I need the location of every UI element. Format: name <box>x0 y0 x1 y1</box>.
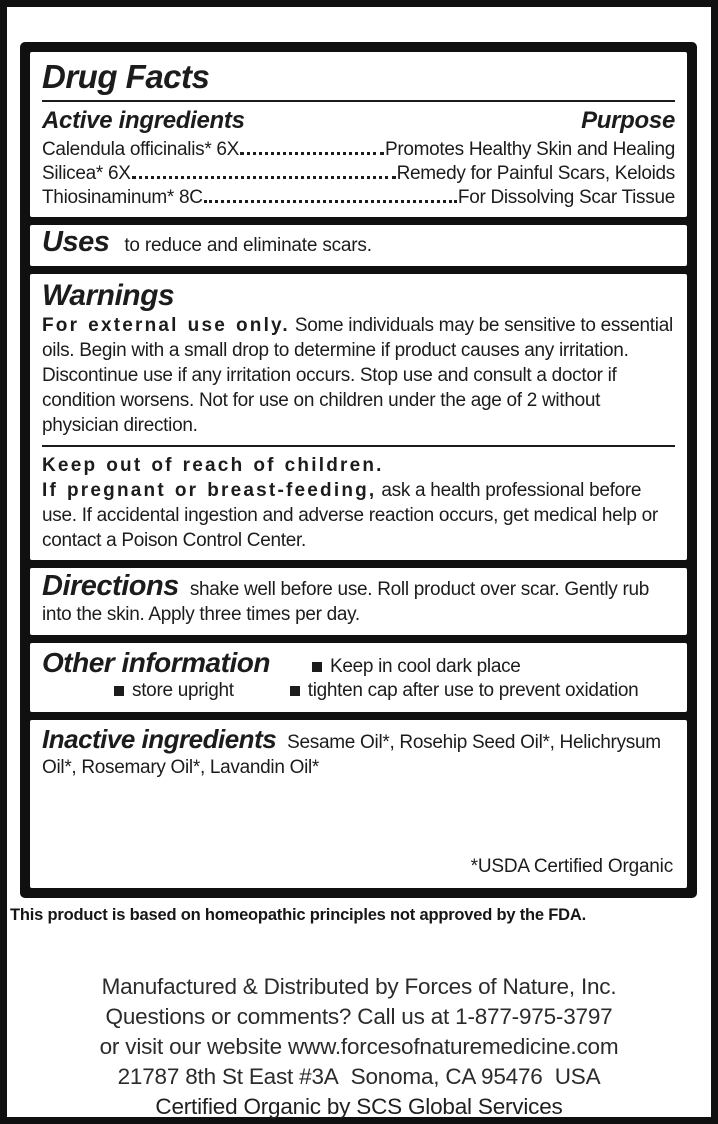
inactive-ingredients-text: Sesame Oil*, Rosehip Seed Oil*, Helichrysum Oil*, Rosemary Oil*, Lavandin Oil* <box>42 732 661 779</box>
phone-line: Questions or comments? Call us at 1-877-975-3797 <box>105 1004 613 1029</box>
dot-leader <box>204 200 457 203</box>
section-active-ingredients <box>30 52 687 217</box>
active-ingredients-heading: Active ingredients <box>42 107 245 135</box>
inactive-paragraph <box>42 724 675 780</box>
pregnant-lead: If pregnant or breast-feeding, <box>42 480 377 502</box>
dot-leader <box>240 152 384 155</box>
external-use-lead: For external use only. <box>42 315 290 337</box>
section-other-information <box>30 643 687 712</box>
ingredient-name: Silicea* 6X <box>42 163 131 185</box>
bullet-square-icon <box>114 686 124 696</box>
active-ingredients-header <box>42 107 675 135</box>
other-bullet-text: Keep in cool dark place <box>329 656 521 678</box>
external-use-text: Some individuals may be sensitive to essential oils. Begin with a small drop to determine if product causes any irritation. Discontinue use if any irritation occurs. Stop use and consult a doctor if condition worsens. Not for use on children under the age of 2 without physician direction. <box>42 315 673 437</box>
section-uses <box>30 225 687 265</box>
directions-text: shake well before use. Roll product over scar. Gently rub into the skin. Apply three times per day. <box>42 579 650 626</box>
title-divider <box>42 100 675 102</box>
purpose-heading: Purpose <box>581 107 675 135</box>
fda-disclaimer: This product is based on homeopathic principles not approved by the FDA. <box>10 906 586 924</box>
pregnant-text: ask a health professional before use. If accidental ingestion and adverse reaction occurs, get medical help or contact a Poison Control Center. <box>42 480 658 552</box>
keep-out-of-reach-line: Keep out of reach of children. <box>42 455 384 477</box>
other-information-row <box>42 648 675 679</box>
other-bullet-text: tighten cap after use to prevent oxidation <box>307 680 639 702</box>
other-bullet <box>290 680 639 702</box>
ingredient-row <box>42 138 675 162</box>
warnings-divider <box>42 445 675 447</box>
section-directions <box>30 568 687 635</box>
bullet-square-icon <box>312 662 322 672</box>
pregnant-paragraph <box>42 478 675 553</box>
manufacturer-line: Manufactured & Distributed by Forces of Nature, Inc. <box>101 974 617 999</box>
dot-leader <box>132 176 396 179</box>
ingredient-row <box>42 162 675 186</box>
other-information-row <box>114 680 675 702</box>
uses-heading: Uses <box>42 226 110 259</box>
other-information-heading: Other information <box>42 647 270 679</box>
other-bullet <box>312 656 521 678</box>
ingredient-purpose: Promotes Healthy Skin and Healing <box>384 139 675 161</box>
warnings-heading: Warnings <box>42 278 175 312</box>
other-bullet <box>114 680 234 702</box>
section-inactive-ingredients <box>30 720 687 888</box>
usda-certified-footnote: *USDA Certified Organic <box>470 856 673 877</box>
ingredient-purpose: Remedy for Painful Scars, Keloids <box>396 163 675 185</box>
address-line: 21787 8th St East #3A Sonoma, CA 95476 USA <box>117 1064 601 1089</box>
certified-organic-line: Certified Organic by SCS Global Services <box>155 1094 563 1119</box>
directions-paragraph <box>42 570 675 627</box>
section-warnings <box>30 274 687 561</box>
website-line: or visit our website www.forcesofnaturemedicine.com <box>99 1034 619 1059</box>
bullet-square-icon <box>290 686 300 696</box>
ingredient-name: Calendula officinalis* 6X <box>42 139 240 161</box>
uses-text: to reduce and eliminate scars. <box>124 235 372 257</box>
inactive-ingredients-heading: Inactive ingredients <box>42 724 277 755</box>
directions-heading: Directions <box>42 570 179 603</box>
drug-facts-title: Drug Facts <box>42 58 210 95</box>
external-use-paragraph <box>42 313 675 438</box>
ingredient-purpose: For Dissolving Scar Tissue <box>457 187 675 209</box>
manufacturer-footer <box>7 972 711 1122</box>
ingredient-name: Thiosinaminum* 8C <box>42 187 203 209</box>
ingredient-row <box>42 186 675 210</box>
drug-facts-panel <box>20 42 697 898</box>
other-bullet-text: store upright <box>132 680 234 702</box>
